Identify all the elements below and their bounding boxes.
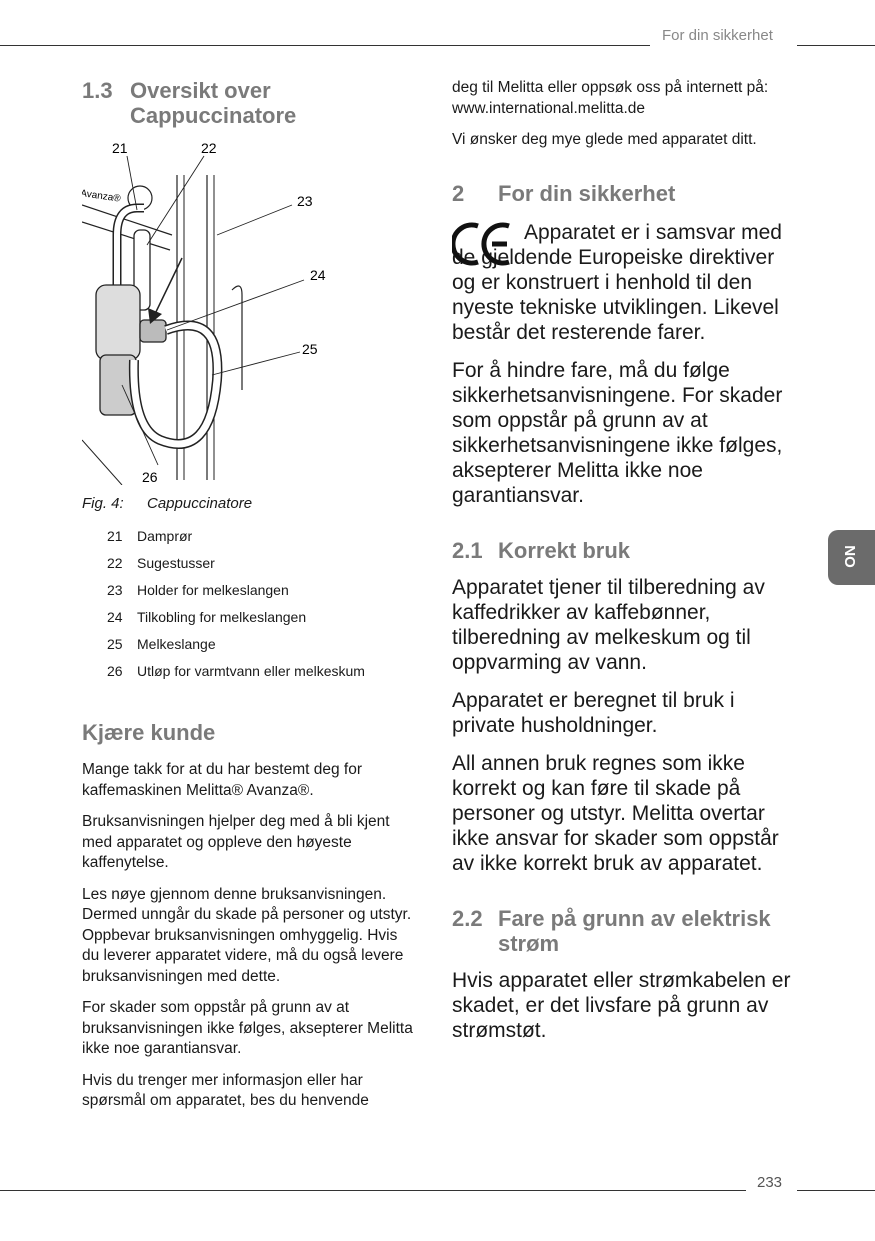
kunde-paragraph: For skader som oppstår på grunn av at bruksanvisningen ikke følges, aksepterer Melitta ikke noe garantiansvar. [82,999,413,1057]
figure-caption-text: Cappuccinatore [147,495,253,512]
figure-caption-label: Fig. 4: [82,495,124,512]
melitta-url[interactable]: www.international.melitta.de [452,99,645,117]
callout-21: 21 [112,140,128,156]
figure-caption [82,495,417,512]
right-column [452,78,792,1056]
footer-rule-right [797,1190,875,1191]
cappuccinatore-illustration [82,140,342,485]
kunde-paragraph: Hvis du trenger mer informasjon eller har spørsmål om apparatet, bes du henvende [82,1071,369,1109]
footer-rule-left [0,1190,746,1191]
safety-paragraph: For å hindre fare, må du følge sikkerhetsanvisningene. For skader som oppstår på grunn av at sikkerhetsanvisningene ikke følges, aksepterer Melitta ikke noe garantiansvar. [452,358,783,507]
callout-23: 23 [297,193,313,209]
electric-paragraph: Hvis apparatet eller strømkabelen er skadet, er det livsfare på grunn av strømstøt. [452,968,791,1042]
legend-item: 26 Utløp for varmtvann eller melkeskum [107,663,365,679]
legend-item: 24 Tilkobling for melkeslangen [107,609,307,625]
section-1-3-heading [82,78,417,128]
page-number: 233 [757,1174,783,1191]
left-column [82,78,417,1123]
callout-24: 24 [310,267,326,283]
usage-paragraph: All annen bruk regnes som ikke korrekt og kan føre til skade på personer og utstyr. Melitta overtar ikke ansvar for skader som oppstår av ikke korrekt bruk av apparatet. [452,751,779,875]
ce-paragraph: Apparatet er i samsvar med de gjeldende Europeiske direktiver og er konstruert i henhold til den nyeste tekniske utviklingen. Likevel består det resterende farer. [452,220,782,344]
cappuccinatore-figure [82,140,342,485]
intro-continuation: deg til Melitta eller oppsøk oss på internett på: [452,79,769,96]
section-2-1-heading: 2.1 Korrekt bruk [452,537,631,563]
kunde-paragraph: Mange takk for at du har bestemt deg for kaffemaskinen Melitta® Avanza®. [82,761,363,799]
section-2-heading: 2 For din sikkerhet [452,180,676,206]
legend-item: 25 Melkeslange [107,636,216,652]
figure-legend [82,528,417,690]
running-header: For din sikkerhet [662,27,773,44]
kunde-paragraph: Les nøye gjennom denne bruksanvisningen. Dermed unngår du skade på personer og utstyr. Oppbevar bruksanvisningen omhyggelig. Hvis du leverer apparatet videre, må du også levere bruksanvisningen med dette. [82,885,412,985]
legend-item: 21 Damprør [107,528,193,544]
section-title: Oversikt over Cappuccinatore [130,78,297,128]
kjaere-kunde-heading: Kjære kunde [82,720,216,745]
header-rule-right [797,45,875,46]
section-2-2-heading: 2.2 Fare på grunn av elektrisk strøm [452,905,771,956]
callout-25: 25 [302,341,318,357]
legend-item: 23 Holder for melkeslangen [107,582,289,598]
usage-paragraph: Apparatet er beregnet til bruk i private husholdninger. [452,688,735,737]
brand-label: Avanza® [82,188,122,205]
language-tab-label: NO [840,545,858,568]
legend-item: 22 Sugestusser [107,555,215,571]
callout-26: 26 [142,469,158,485]
intro-closing: Vi ønsker deg mye glede med apparatet ditt. [452,131,757,148]
section-number: 1.3 [82,78,113,103]
ce-block [452,220,792,345]
callout-22: 22 [201,140,217,156]
language-tab [828,530,875,585]
usage-paragraph: Apparatet tjener til tilberedning av kaffedrikker av kaffebønner, tilberedning av melkeskum og til oppvarming av vann. [452,575,765,674]
kunde-paragraph: Bruksanvisningen hjelper deg med å bli kjent med apparatet og oppleve den høyeste kaffenytelse. [82,813,390,871]
header-rule-left [0,45,650,46]
ce-mark-icon [452,222,514,266]
